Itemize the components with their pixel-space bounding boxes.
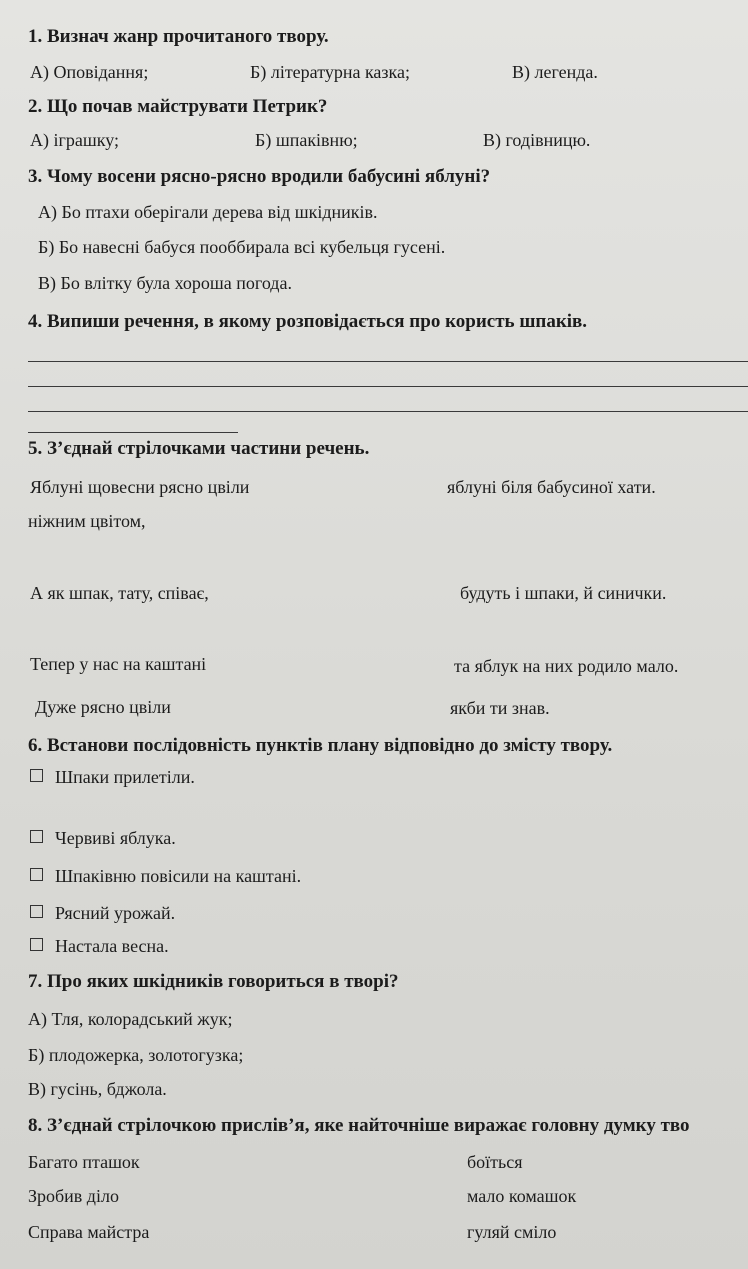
q5-right-part-3: та яблук на них родило мало. (454, 656, 679, 676)
q3-option-b: Б) Бо навесні бабуся пооббирала всі кубельця гусені. (38, 237, 446, 257)
proverb-end-1: боїться (467, 1152, 523, 1172)
q3-option-a: А) Бо птахи оберігали дерева від шкідників. (38, 202, 378, 222)
question-1-title: 1. Визнач жанр прочитаного твору. (28, 26, 329, 47)
q5-right-part-2: будуть і шпаки, й синички. (460, 583, 667, 603)
checkbox[interactable] (30, 938, 43, 951)
q2-option-c: В) годівницю. (483, 130, 591, 150)
question-7-title: 7. Про яких шкідників говориться в творі? (28, 971, 399, 992)
plan-item: Червиві яблука. (30, 828, 176, 849)
q5-left-part-2: ніжним цвітом, (28, 511, 146, 531)
plan-item: Шпаківню повісили на каштані. (30, 866, 301, 887)
q5-left-part-5: Дуже рясно цвіли (35, 697, 171, 717)
q3-option-c: В) Бо влітку була хороша погода. (38, 273, 292, 293)
checkbox[interactable] (30, 769, 43, 782)
q7-option-b: Б) плодожерка, золотогузка; (28, 1045, 244, 1065)
question-3-title: 3. Чому восени рясно-рясно вродили бабусині яблуні? (28, 166, 491, 187)
plan-item: Шпаки прилетіли. (30, 767, 195, 788)
q1-option-b: Б) літературна казка; (250, 62, 410, 82)
q5-left-part-1: Яблуні щовесни рясно цвіли (30, 477, 250, 497)
plan-item: Настала весна. (30, 936, 169, 957)
answer-line-1 (28, 361, 748, 362)
plan-item: Рясний урожай. (30, 903, 175, 924)
proverb-end-3: гуляй сміло (467, 1222, 557, 1242)
answer-line-3 (28, 411, 748, 412)
question-6-title: 6. Встанови послідовність пунктів плану відповідно до змісту твору. (28, 735, 613, 756)
checkbox[interactable] (30, 905, 43, 918)
checkbox[interactable] (30, 830, 43, 843)
question-4-title: 4. Випиши речення, в якому розповідається про користь шпаків. (28, 311, 588, 332)
q5-right-part-4: якби ти знав. (450, 698, 550, 718)
checkbox[interactable] (30, 868, 43, 881)
q5-right-part-1: яблуні біля бабусиної хати. (447, 477, 656, 497)
q2-option-a: А) іграшку; (30, 130, 119, 150)
answer-line-2 (28, 386, 748, 387)
q7-option-c: В) гусінь, бджола. (28, 1079, 167, 1099)
proverb-start-2: Зробив діло (28, 1186, 119, 1206)
proverb-start-1: Багато пташок (28, 1152, 140, 1172)
proverb-end-2: мало комашок (467, 1186, 577, 1206)
q1-option-a: А) Оповідання; (30, 62, 149, 82)
q7-option-a: А) Тля, колорадський жук; (28, 1009, 233, 1029)
question-2-title: 2. Що почав майструвати Петрик? (28, 96, 328, 117)
q5-left-part-4: Тепер у нас на каштані (30, 654, 207, 674)
proverb-start-3: Справа майстра (28, 1222, 150, 1242)
q5-left-part-3: А як шпак, тату, співає, (30, 583, 209, 603)
answer-line-short (28, 432, 238, 433)
q1-option-c: В) легенда. (512, 62, 598, 82)
question-5-title: 5. З’єднай стрілочками частини речень. (28, 438, 370, 459)
q2-option-b: Б) шпаківню; (255, 130, 358, 150)
question-8-title: 8. З’єднай стрілочкою прислів’я, яке найточніше виражає головну думку тво (28, 1115, 690, 1136)
